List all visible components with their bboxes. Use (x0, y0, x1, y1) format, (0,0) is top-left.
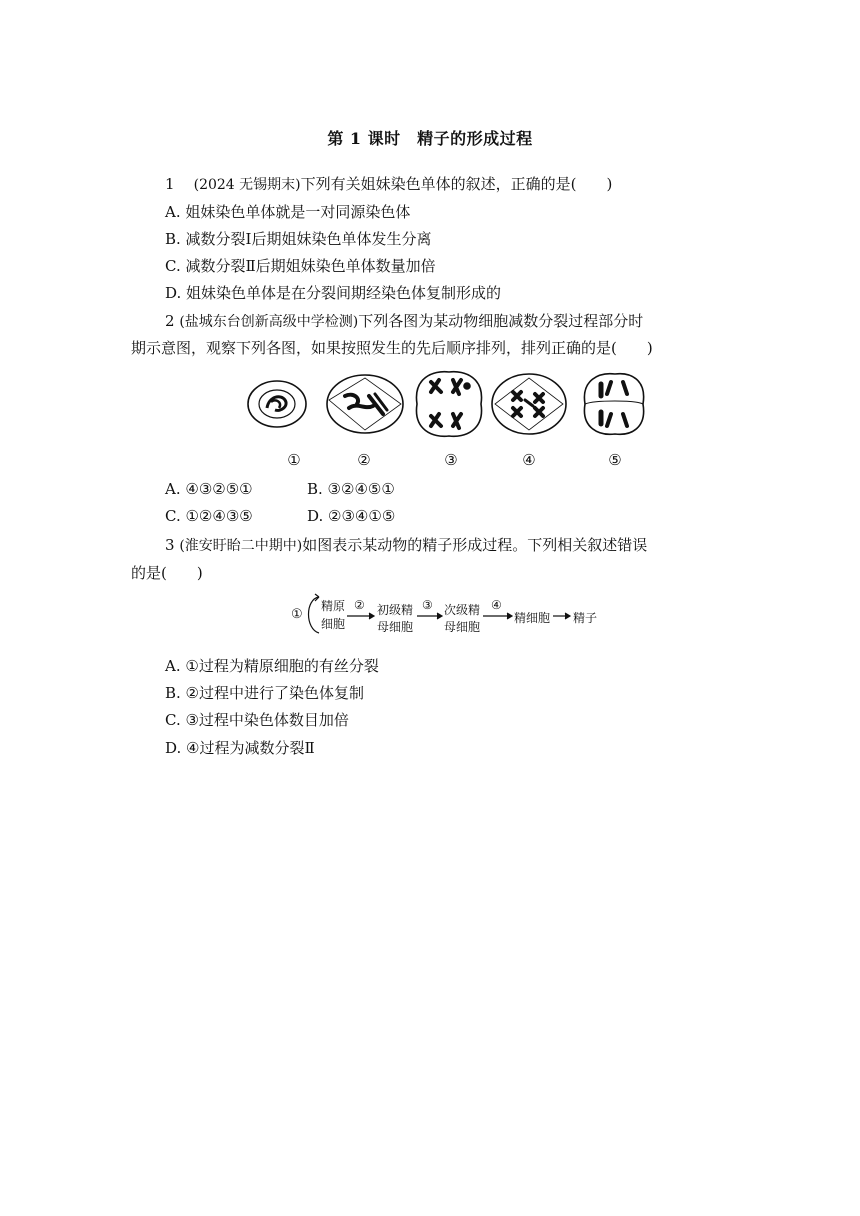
flow-cell-spermatogonium-a: 精原 (321, 599, 346, 613)
flow-cell-sperm: 精子 (573, 611, 598, 625)
option-b: B. ②过程中进行了染色体复制 (165, 684, 365, 702)
question-source: (盐城东台创新高级中学检测) (179, 314, 359, 330)
flow-cell-spermatogonium-b: 细胞 (321, 617, 346, 631)
option-a: A. ④③②⑤① (165, 480, 253, 498)
option-a: A. 姐妹染色单体就是一对同源染色体 (165, 203, 411, 221)
flow-cell-primary-b: 母细胞 (377, 620, 414, 634)
question-3-stem (165, 534, 647, 555)
question-source: (淮安盱眙二中期中) (179, 538, 303, 554)
question-number: 2 (165, 312, 175, 330)
question-number: 1 (165, 175, 175, 193)
cell-figure-5 (584, 374, 643, 435)
flow-cell-spermatid: 精细胞 (514, 611, 551, 625)
cell-figure-4 (492, 374, 566, 434)
figure-label-4: ④ (522, 451, 536, 469)
question-3-stem-continued: 的是( ) (131, 564, 203, 582)
flow-step-2: ② (354, 598, 365, 612)
option-c: C. ①②④③⑤ (165, 507, 253, 525)
option-c: C. ③过程中染色体数目加倍 (165, 711, 349, 729)
question-number: 3 (165, 536, 175, 554)
flow-cell-secondary-a: 次级精 (444, 603, 481, 617)
figure-label-5: ⑤ (608, 451, 622, 469)
cell-figure-2 (327, 375, 403, 433)
question-2-stem (165, 310, 643, 331)
question-2-stem-continued: 期示意图，观察下列各图，如果按照发生的先后顺序排列，排列正确的是( ) (131, 339, 653, 357)
option-c: C. 减数分裂Ⅱ后期姐妹染色单体数量加倍 (165, 257, 436, 275)
question-text: 如图表示某动物的精子形成过程。下列相关叙述错误 (302, 536, 648, 554)
flow-cell-primary-a: 初级精 (377, 603, 414, 617)
option-d: D. ②③④①⑤ (307, 507, 396, 525)
cell-figure-1 (248, 381, 306, 427)
question-text: 下列有关姐妹染色单体的叙述，正确的是( ) (300, 175, 613, 193)
figure-label-3: ③ (444, 451, 458, 469)
option-b: B. 减数分裂Ⅰ后期姐妹染色单体发生分离 (165, 230, 432, 248)
flow-step-3: ③ (422, 598, 433, 612)
question-source: (2024 无锡期末) (193, 177, 301, 193)
flow-step-1: ① (291, 607, 303, 622)
figure-label-1: ① (287, 451, 301, 469)
cell-figure-3 (416, 372, 481, 437)
meiosis-cells-figure (245, 368, 645, 440)
spermatogenesis-flow-diagram (285, 585, 615, 643)
flow-step-4: ④ (491, 598, 502, 612)
option-a: A. ①过程为精原细胞的有丝分裂 (165, 657, 379, 675)
option-d: D. ④过程为减数分裂Ⅱ (165, 739, 315, 757)
question-1-stem (165, 173, 612, 194)
option-d: D. 姐妹染色单体是在分裂间期经染色体复制形成的 (165, 284, 502, 302)
flow-cell-secondary-b: 母细胞 (444, 620, 481, 634)
figure-label-2: ② (357, 451, 371, 469)
option-b: B. ③②④⑤① (307, 480, 395, 498)
figure-labels (0, 451, 860, 471)
page-title: 第 1 课时 精子的形成过程 (327, 129, 533, 148)
question-text: 下列各图为某动物细胞减数分裂过程部分时 (358, 312, 644, 330)
